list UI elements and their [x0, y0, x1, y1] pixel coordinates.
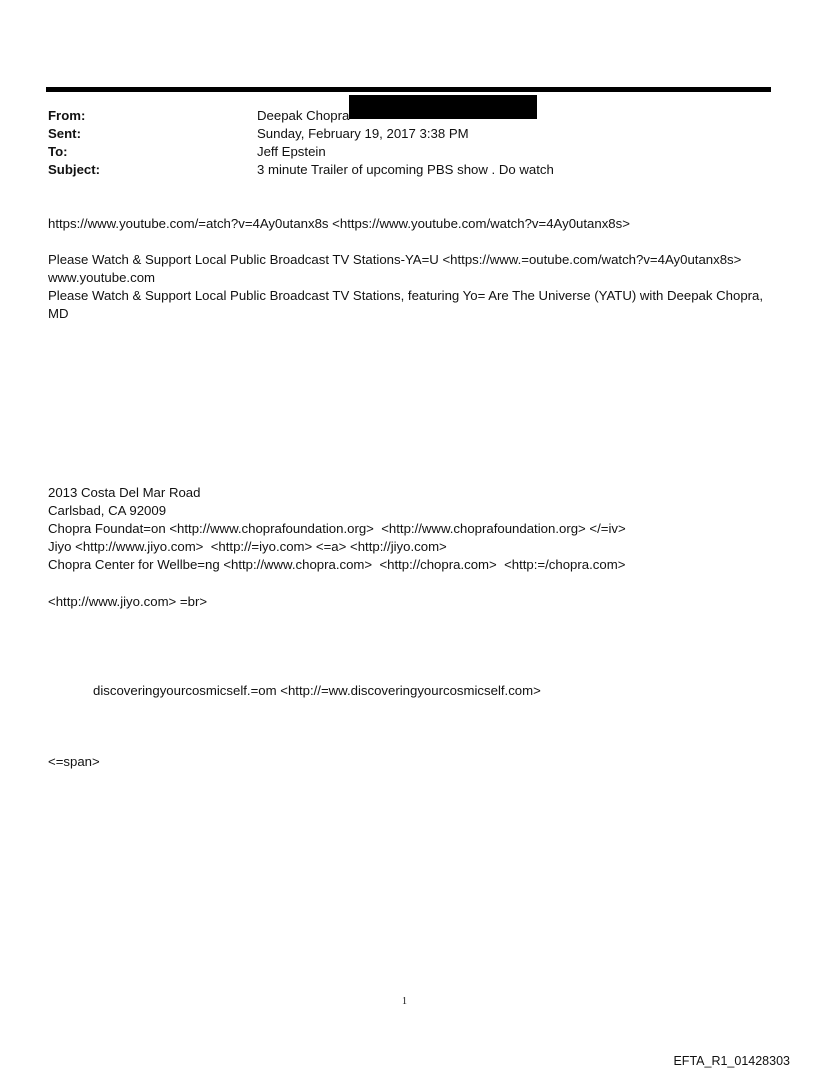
document-id: EFTA_R1_01428303 — [673, 1054, 790, 1068]
body-support-description: Please Watch & Support Local Public Broadcast TV Stations, featuring Yo= Are The Universe (YATU) with Deepak Chopra, MD — [48, 288, 764, 321]
body-support-link: Please Watch & Support Local Public Broadcast TV Stations-YA=U <https://www.=outube.com/watch?v=4Ay0utanx8s> — [48, 252, 742, 267]
jiyo-br-line: <http://www.jiyo.com> =br> — [48, 594, 208, 609]
from-name: Deepak Chopra — [257, 108, 350, 123]
span-close-line: <=span> — [48, 754, 100, 769]
body-youtube-link: https://www.youtube.com/=atch?v=4Ay0utanx8s <https://www.youtube.com/watch?v=4Ay0utanx8s> — [48, 216, 630, 231]
address-city: Carlsbad, CA 92009 — [48, 503, 167, 518]
page-number: 1 — [402, 996, 407, 1007]
redaction-box — [349, 95, 537, 119]
header-rule — [46, 87, 771, 92]
sent-label: Sent: — [48, 126, 81, 141]
from-row — [48, 107, 768, 125]
to-value: Jeff Epstein — [257, 144, 326, 159]
sent-row — [48, 125, 768, 143]
chopra-foundation-line: Chopra Foundat=on <http://www.choprafoundation.org> <http://www.choprafoundation.org> </=iv> — [48, 521, 626, 536]
body-youtube-domain: www.youtube.com — [48, 270, 156, 285]
from-label: From: — [48, 108, 86, 123]
email-header — [48, 107, 768, 179]
jiyo-line: Jiyo <http://www.jiyo.com> <http://=iyo.com> <=a> <http://jiyo.com> — [48, 539, 447, 554]
subject-value: 3 minute Trailer of upcoming PBS show . Do watch — [257, 162, 554, 177]
to-label: To: — [48, 144, 68, 159]
sent-value: Sunday, February 19, 2017 3:38 PM — [257, 126, 469, 141]
chopra-center-line: Chopra Center for Wellbe=ng <http://www.chopra.com> <http://chopra.com> <http:=/chopra.com> — [48, 557, 626, 572]
subject-label: Subject: — [48, 162, 101, 177]
from-value — [257, 107, 349, 125]
to-row — [48, 143, 768, 161]
cosmic-self-line: discoveringyourcosmicself.=om <http://=ww.discoveringyourcosmicself.com> — [93, 683, 541, 698]
address-street: 2013 Costa Del Mar Road — [48, 485, 201, 500]
subject-row — [48, 161, 768, 179]
